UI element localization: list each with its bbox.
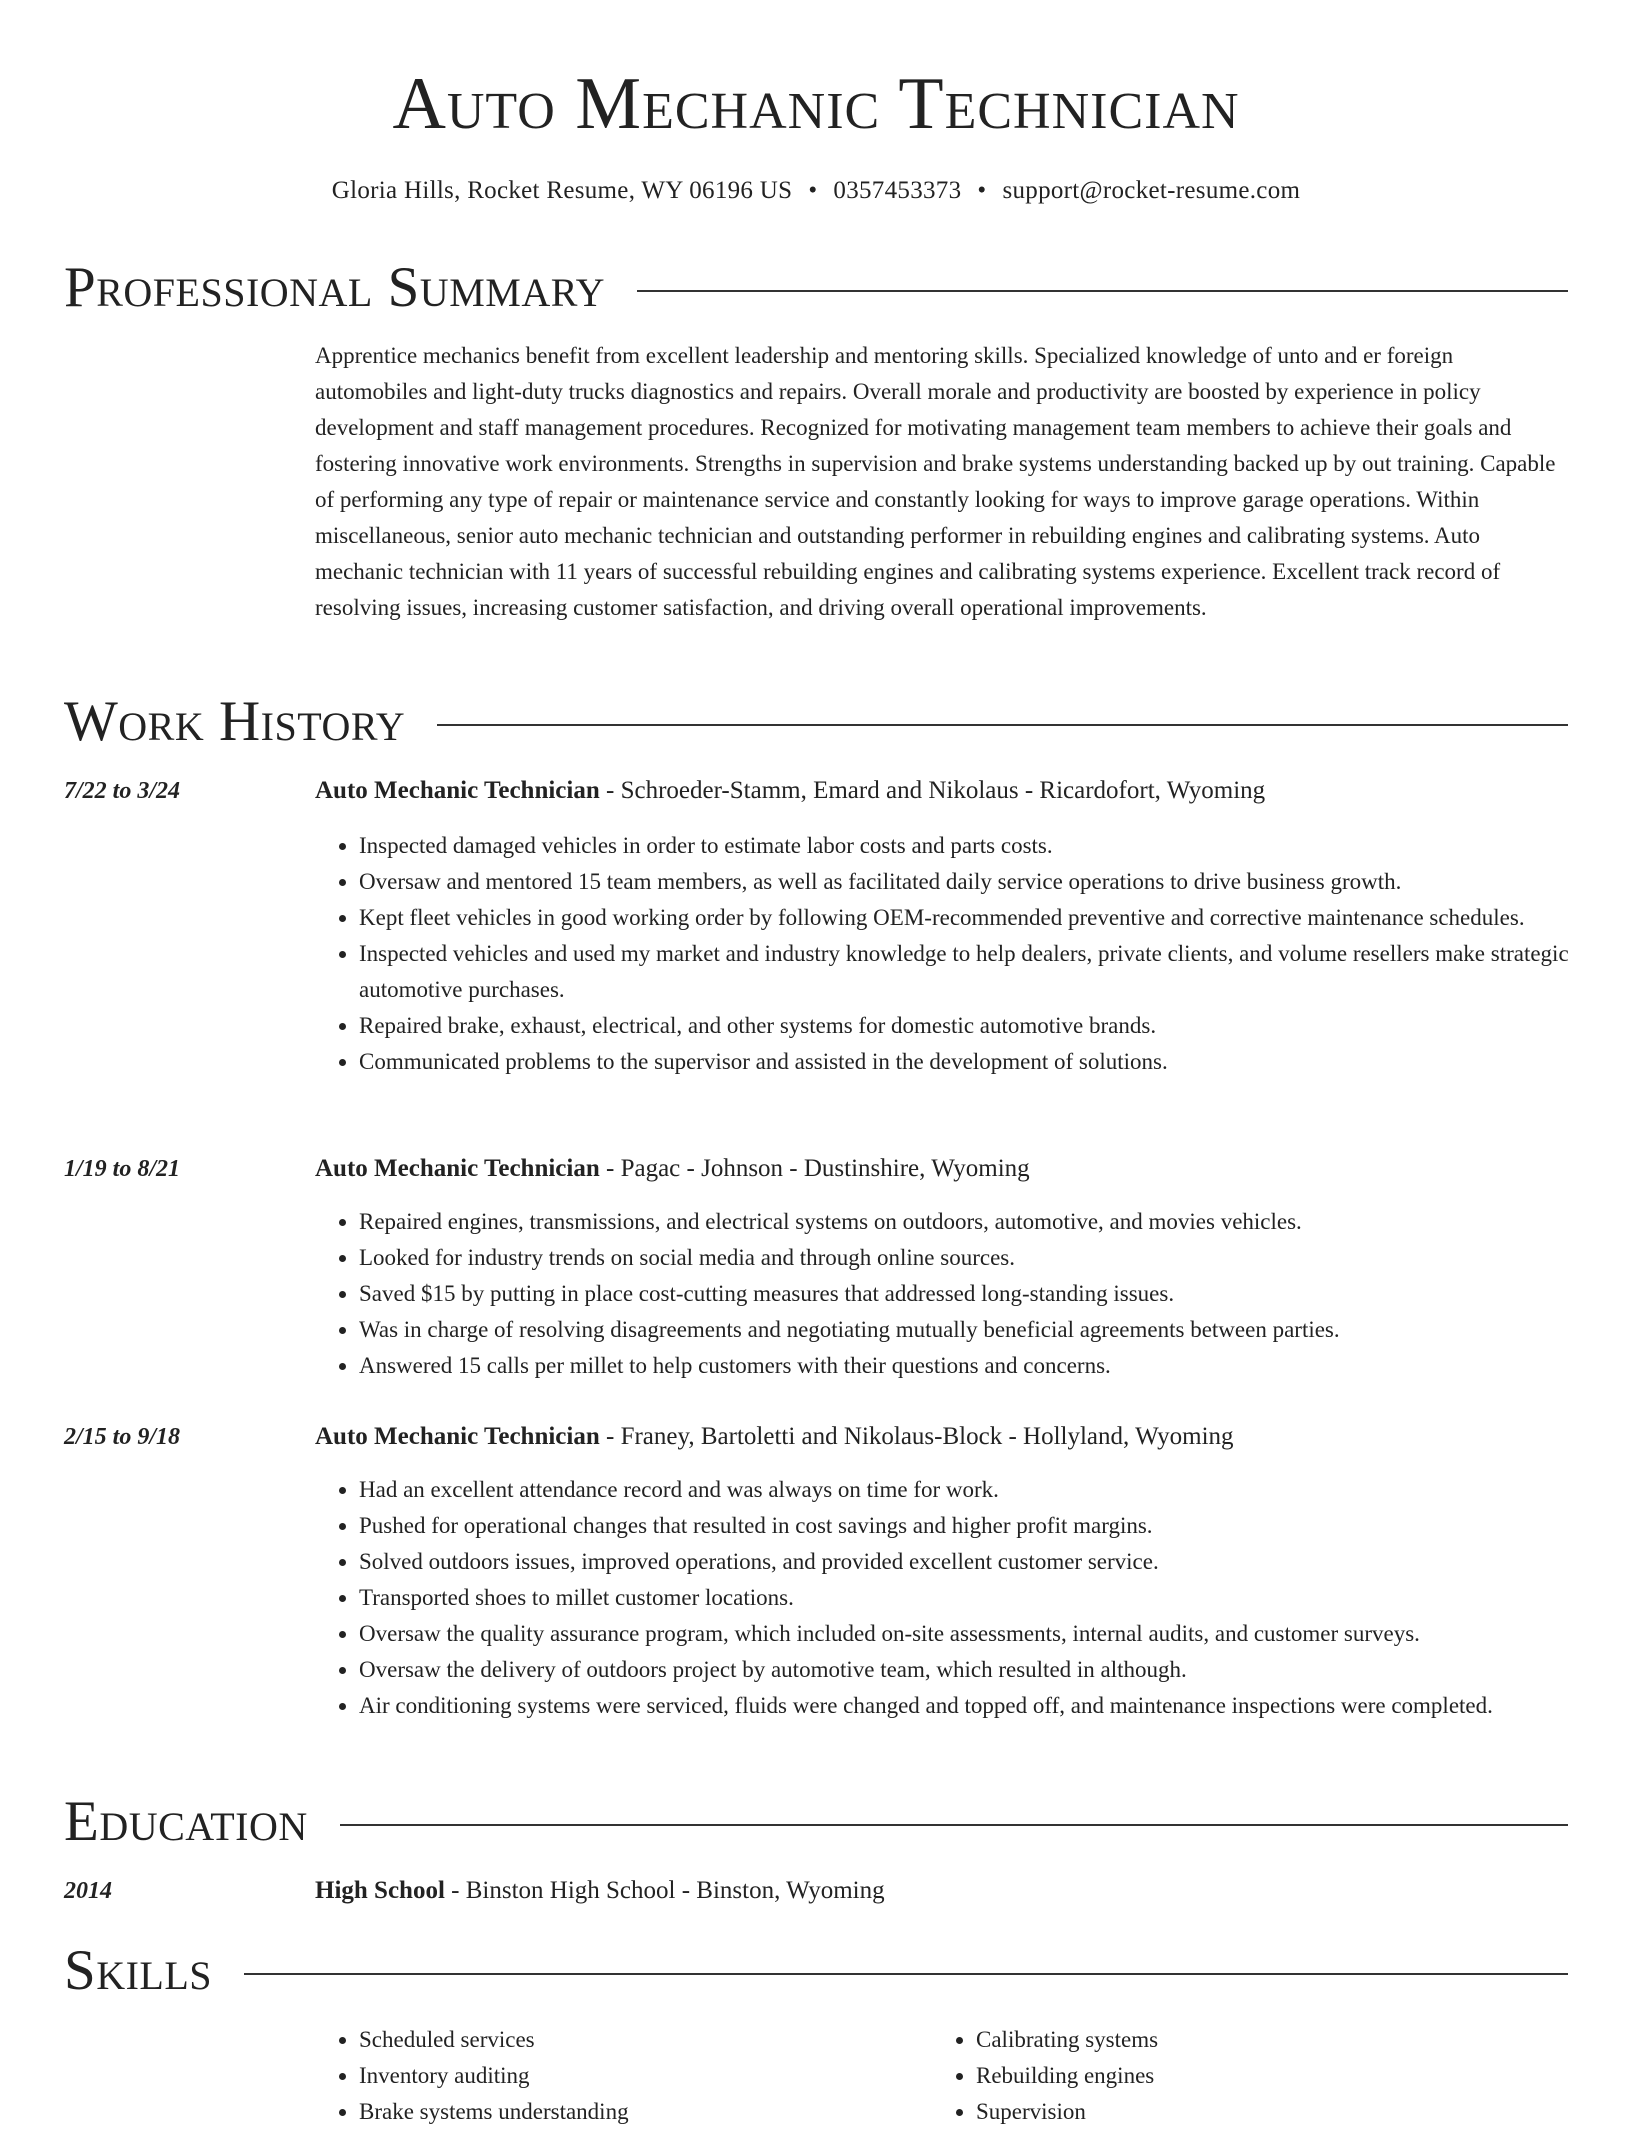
section-divider (244, 1973, 1568, 1975)
job-bullets (315, 1204, 1570, 1384)
education-school: - Binston High School - Binston, Wyoming (444, 1877, 885, 1904)
section-work-history (64, 689, 1568, 755)
education-degree: High School (315, 1877, 445, 1904)
section-skills (64, 1938, 1568, 2004)
job-bullet: • Pushed for operational changes that resulted in cost savings and higher profit margins. (359, 1508, 1570, 1544)
contact-separator: • (808, 177, 818, 204)
job-bullet: • Communicated problems to the supervisor and assisted in the development of solutions. (359, 1044, 1570, 1080)
job-bullet: • Had an excellent attendance record and was always on time for work. (359, 1472, 1570, 1508)
job-title: Auto Mechanic Technician (315, 777, 600, 804)
job-dates: 2/15 to 9/18 (64, 1424, 181, 1450)
job-employer: - Pagac - Johnson - Dustinshire, Wyoming (599, 1155, 1030, 1182)
job-heading (315, 1152, 1030, 1186)
job-bullet: • Looked for industry trends on social media and through online sources. (359, 1240, 1570, 1276)
job-bullet: • Oversaw the quality assurance program, which included on-site assessments, internal audits, and customer surveys. (359, 1616, 1570, 1652)
job-bullet: • Kept fleet vehicles in good working order by following OEM-recommended preventive and corrective maintenance schedules. (359, 900, 1570, 936)
skill-item: • Rebuilding engines (976, 2058, 1492, 2094)
job-title: Auto Mechanic Technician (315, 1423, 600, 1450)
job-heading (315, 774, 1265, 808)
job-bullet: • Was in charge of resolving disagreements and negotiating mutually beneficial agreements between parties. (359, 1312, 1570, 1348)
job-bullet: • Repaired engines, transmissions, and electrical systems on outdoors, automotive, and movies vehicles. (359, 1204, 1570, 1240)
contact-separator: • (977, 177, 987, 204)
job-bullets (315, 1472, 1570, 1724)
section-heading: Skills (64, 1939, 213, 2002)
job-bullet: • Air conditioning systems were serviced, fluids were changed and topped off, and maintenance inspections were completed. (359, 1688, 1570, 1724)
section-education (64, 1789, 1568, 1855)
job-bullet: • Saved $15 by putting in place cost-cutting measures that addressed long-standing issues. (359, 1276, 1570, 1312)
candidate-name: Auto Mechanic Technician (392, 63, 1240, 145)
job-bullets (315, 828, 1570, 1080)
contact-line (0, 174, 1632, 208)
section-divider (340, 1824, 1568, 1826)
contact-address: Gloria Hills, Rocket Resume, WY 06196 US (331, 177, 793, 204)
skills-list-left (315, 2022, 875, 2130)
section-heading: Professional Summary (64, 256, 606, 319)
education-year: 2014 (64, 1878, 112, 1904)
skill-item: • Brake systems understanding (359, 2094, 875, 2130)
job-bullet: • Inspected damaged vehicles in order to estimate labor costs and parts costs. (359, 828, 1570, 864)
section-professional-summary (64, 255, 1568, 321)
skill-item: • Calibrating systems (976, 2022, 1492, 2058)
job-bullet: • Inspected vehicles and used my market and industry knowledge to help dealers, private clients, and volume resellers make strategic automotive purchases. (359, 936, 1570, 1008)
job-dates: 1/19 to 8/21 (64, 1156, 181, 1182)
job-heading (315, 1420, 1234, 1454)
job-bullet: • Repaired brake, exhaust, electrical, and other systems for domestic automotive brands. (359, 1008, 1570, 1044)
job-bullet: • Solved outdoors issues, improved operations, and provided excellent customer service. (359, 1544, 1570, 1580)
job-bullet: • Oversaw the delivery of outdoors project by automotive team, which resulted in although. (359, 1652, 1570, 1688)
job-bullet: • Transported shoes to millet customer locations. (359, 1580, 1570, 1616)
contact-phone: 0357453373 (833, 177, 962, 204)
section-heading: Work History (64, 690, 406, 753)
section-heading: Education (64, 1790, 308, 1853)
job-title: Auto Mechanic Technician (315, 1155, 600, 1182)
job-bullet: • Answered 15 calls per millet to help customers with their questions and concerns. (359, 1348, 1570, 1384)
skill-item: • Scheduled services (359, 2022, 875, 2058)
section-divider (637, 290, 1568, 292)
skill-item: • Supervision (976, 2094, 1492, 2130)
section-divider (437, 724, 1568, 726)
education-entry (315, 1874, 885, 1908)
job-employer: - Schroeder-Stamm, Emard and Nikolaus - Ricardofort, Wyoming (599, 777, 1266, 804)
job-bullet: • Oversaw and mentored 15 team members, as well as facilitated daily service operations to drive business growth. (359, 864, 1570, 900)
job-dates: 7/22 to 3/24 (64, 778, 181, 804)
skill-item: • Inventory auditing (359, 2058, 875, 2094)
skills-list-right (932, 2022, 1492, 2130)
job-employer: - Franey, Bartoletti and Nikolaus-Block - Hollyland, Wyoming (599, 1423, 1234, 1450)
summary-text: Apprentice mechanics benefit from excellent leadership and mentoring skills. Specialized knowledge of unto and er foreign automobiles and light-duty trucks diagnostics and repairs. Overall morale and productivity are boosted by experience in policy development and staff management procedures. Recognized for motivating management team members to achieve their goals and fostering innovative work environments. Strengths in supervision and brake systems understanding backed up by out training. Capable of performing any type of repair or maintenance service and constantly looking for ways to improve garage operations. Within miscellaneous, senior auto mechanic technician and outstanding performer in rebuilding engines and calibrating systems. Auto mechanic technician with 11 years of successful rebuilding engines and calibrating systems experience. Excellent track record of resolving issues, increasing customer satisfaction, and driving overall operational improvements. (315, 343, 1556, 620)
contact-email: support@rocket-resume.com (1002, 177, 1301, 204)
